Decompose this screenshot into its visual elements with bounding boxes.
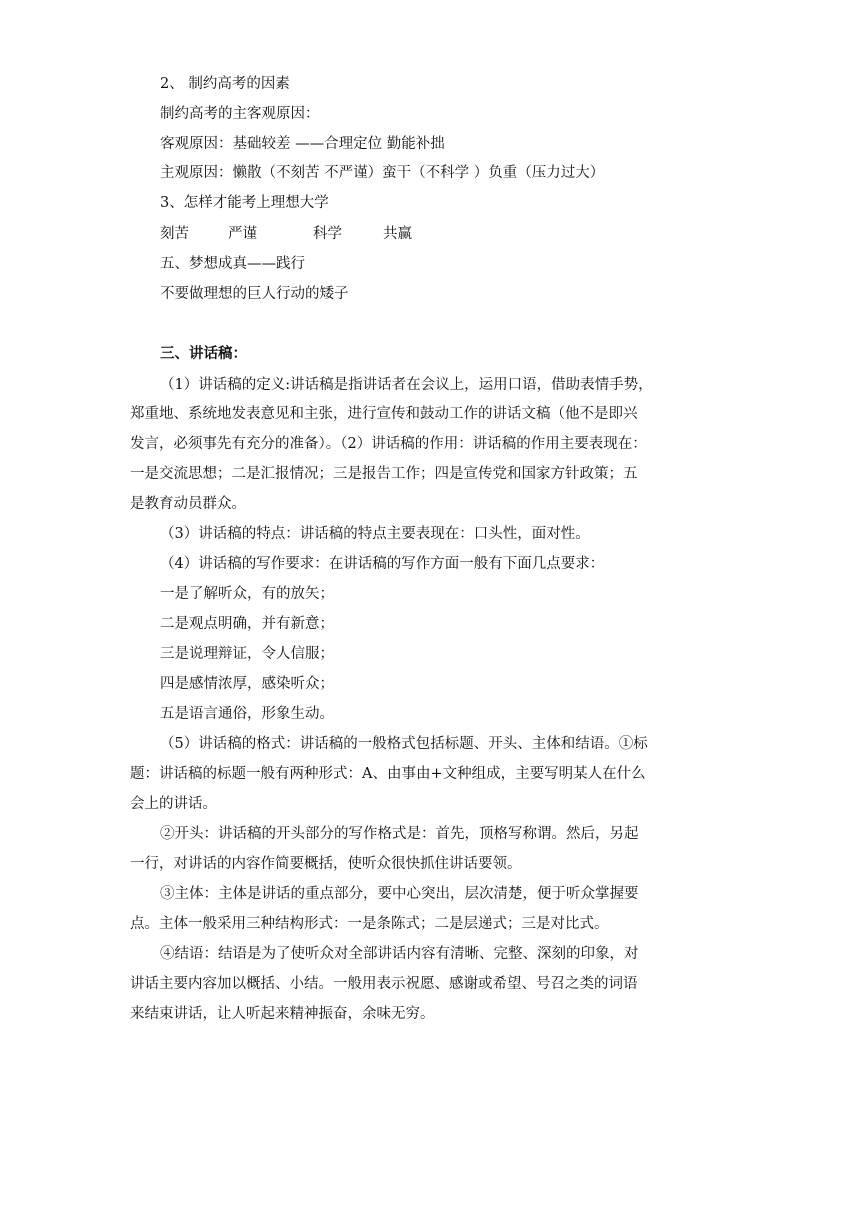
outline-line: 主观原因：懒散（不刻苦 不严谨）蛮干（不科学 ）负重（压力过大） <box>160 165 605 181</box>
paragraph-line: 会上的讲话。 <box>130 796 217 812</box>
keyword: 刻苦 <box>160 226 189 242</box>
paragraph-line: 题：讲话稿的标题一般有两种形式：A、由事由+文种组成，主要写明某人在什么 <box>130 766 646 782</box>
keyword: 科学 <box>313 226 342 242</box>
paragraph-line: 一行，对讲话的内容作简要概括，使听众很快抓住讲话要领。 <box>130 856 522 872</box>
paragraph-line: 一是交流思想；二是汇报情况；三是报告工作；四是宣传党和国家方针政策；五 <box>130 466 638 482</box>
requirement-item: 四是感情浓厚，感染听众； <box>160 676 334 692</box>
section-heading: 三、讲话稿： <box>160 345 247 362</box>
paragraph-line: 点。主体一般采用三种结构形式：一是条陈式；二是层递式；三是对比式。 <box>130 916 609 932</box>
keywords-row <box>160 224 412 244</box>
outline-line: 客观原因：基础较差 ——合理定位 勤能补拙 <box>160 136 445 152</box>
outline-line: 不要做理想的巨人行动的矮子 <box>160 286 349 302</box>
paragraph-line: 发言，必须事先有充分的准备）。（2）讲话稿的作用：讲话稿的作用主要表现在： <box>130 436 647 452</box>
paragraph-line: （4）讲话稿的写作要求：在讲话稿的写作方面一般有下面几点要求： <box>160 556 605 572</box>
paragraph-line: 来结束讲话，让人听起来精神振奋，余味无穷。 <box>130 1006 435 1022</box>
paragraph-line: （5）讲话稿的格式：讲话稿的一般格式包括标题、开头、主体和结语。①标 <box>160 736 648 752</box>
paragraph-line: ③主体：主体是讲话的重点部分，要中心突出，层次清楚，便于听众掌握要 <box>160 886 639 902</box>
keyword: 共赢 <box>383 226 412 242</box>
paragraph-line: ④结语：结语是为了使听众对全部讲话内容有清晰、完整、深刻的印象，对 <box>160 946 639 962</box>
paragraph-line: （3）讲话稿的特点：讲话稿的特点主要表现在：口头性，面对性。 <box>160 526 590 542</box>
outline-item-3: 3、怎样才能考上理想大学 <box>160 195 329 211</box>
requirement-item: 一是了解听众，有的放矢； <box>160 586 334 602</box>
paragraph-line: （1）讲话稿的定义:讲话稿是指讲话者在会议上，运用口语，借助表情手势， <box>160 377 653 393</box>
requirement-item: 二是观点明确，并有新意； <box>160 616 334 632</box>
outline-item-5: 五、梦想成真——践行 <box>160 256 305 272</box>
requirement-item: 三是说理辩证，令人信服； <box>160 646 334 662</box>
paragraph-line: ②开头：讲话稿的开头部分的写作格式是：首先，顶格写称谓。然后，另起 <box>160 826 639 842</box>
outline-item-2: 2、 制约高考的因素 <box>160 76 290 92</box>
paragraph-line: 是教育动员群众。 <box>130 496 246 512</box>
requirement-item: 五是语言通俗，形象生动。 <box>160 706 334 722</box>
outline-line: 制约高考的主客观原因： <box>160 106 320 122</box>
paragraph-line: 讲话主要内容加以概括、小结。一般用表示祝愿、感谢或希望、号召之类的词语 <box>130 976 638 992</box>
keyword: 严谨 <box>228 226 257 242</box>
paragraph-line: 郑重地、系统地发表意见和主张，进行宣传和鼓动工作的讲话文稿（他不是即兴 <box>130 406 638 422</box>
